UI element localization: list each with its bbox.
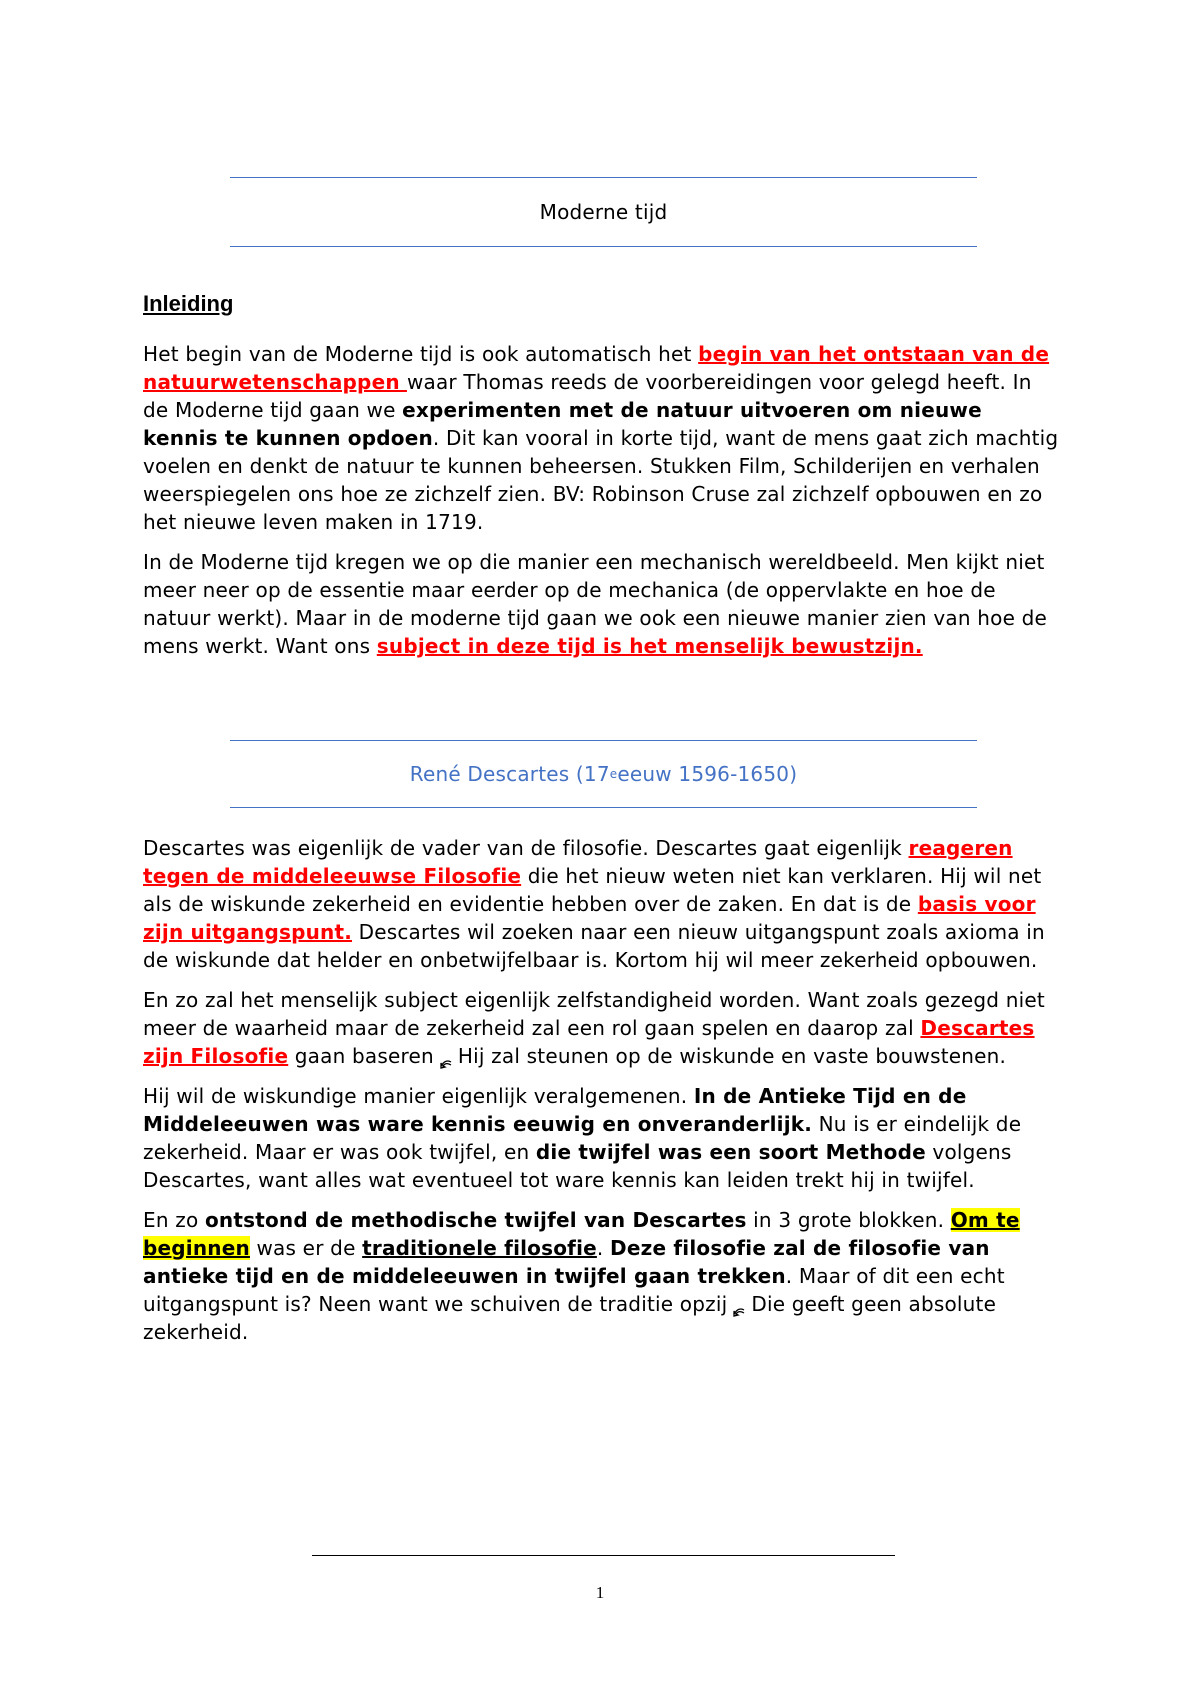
page-title-block xyxy=(230,177,977,247)
text-run: die het nieuw weten niet kan verklaren. Hij wil net als de wiskunde zekerheid en evidentie hebben over de zaken. En dat is de xyxy=(143,864,1042,916)
text-run: . Maar of dit een echt uitgangspunt is? Neen want we schuiven de traditie opzij xyxy=(143,1264,1005,1316)
highlighted-text: Om te beginnen xyxy=(143,1208,1020,1260)
paragraph xyxy=(143,548,1061,660)
red-emphasis-text: subject in deze tijd is het menselijk bewustzijn. xyxy=(376,634,923,658)
text-run: . xyxy=(596,1236,611,1260)
paragraph xyxy=(143,1082,1061,1194)
text-run: In de Moderne tijd kregen we op die manier een mechanisch wereldbeeld. Men kijkt niet meer neer op de essentie maar eerder op de mechanica (de oppervlakte en hoe de natuur werkt). Maar in de moderne tijd gaan we ook een nieuwe manier zien van hoe de mens werkt. Want ons xyxy=(143,550,1048,658)
text-run: En zo zal het menselijk subject eigenlijk zelfstandigheid worden. Want zoals gezegd niet meer de waarheid maar de zekerheid zal een rol gaan spelen en daarop zal xyxy=(143,988,1045,1040)
section-title-rest: eeuw 1596-1650) xyxy=(617,762,798,786)
document-body xyxy=(143,286,1061,1358)
text-run: Descartes was eigenlijk de vader van de filosofie. Descartes gaat eigenlijk xyxy=(143,836,909,860)
text-run: Descartes wil zoeken naar een nieuw uitgangspunt zoals axioma in de wiskunde dat helder en onbetwijfelbaar is. Kortom hij wil meer zekerheid opbouwen. xyxy=(143,920,1045,972)
section-title-main: René Descartes (17 xyxy=(409,762,610,786)
section-heading-descartes: René Descartes (17 e eeuw 1596-1650) xyxy=(230,740,977,808)
section-heading-inleiding: Inleiding xyxy=(143,291,234,316)
text-run: Hij wil de wiskundige manier eigenlijk veralgemenen. xyxy=(143,1084,694,1108)
red-emphasis-text: Descartes zijn Filosofie xyxy=(143,1016,1035,1068)
text-run: in 3 grote blokken. xyxy=(746,1208,951,1232)
arrow-icon xyxy=(732,1299,746,1313)
text-run: . Dit kan vooral in korte tijd, want de mens gaat zich machtig voelen en denkt de natuur te kunnen beheersen. Stukken Film, Schilderijen en verhalen weerspiegelen ons hoe ze zichzelf zien. BV: Robinson Cruse zal zichzelf opbouwen en zo het nieuwe leven maken in 1719. xyxy=(143,426,1059,534)
paragraph xyxy=(143,340,1061,536)
text-run: Hij zal steunen op de wiskunde en vaste bouwstenen. xyxy=(457,1044,1007,1068)
arrow-icon xyxy=(439,1051,453,1065)
bold-text: Deze filosofie zal de filosofie van antieke tijd en de middeleeuwen in twijfel gaan trekken xyxy=(143,1236,990,1288)
bold-text: experimenten met de natuur uitvoeren om nieuwe kennis te kunnen opdoen xyxy=(143,398,982,450)
paragraph xyxy=(143,834,1061,974)
paragraph xyxy=(143,1206,1061,1346)
text-run: Het begin van de Moderne tijd is ook automatisch het xyxy=(143,342,699,366)
red-emphasis-text: reageren tegen de middeleeuwse Filosofie xyxy=(143,836,1013,888)
page-number: 1 xyxy=(595,1583,605,1602)
text-run: Die geeft geen absolute zekerheid. xyxy=(143,1292,997,1344)
bold-text: In de Antieke Tijd en de Middeleeuwen was ware kennis eeuwig en onveranderlijk. xyxy=(143,1084,967,1136)
page-title: Moderne tijd xyxy=(539,200,668,224)
bold-text: die twijfel was een soort Methode xyxy=(535,1140,926,1164)
red-emphasis-text: basis voor zijn uitgangspunt. xyxy=(143,892,1036,944)
text-run: En zo xyxy=(143,1208,205,1232)
underlined-bold-text: traditionele filosofie xyxy=(362,1236,597,1260)
red-emphasis-text: begin van het ontstaan van de natuurwetenschappen xyxy=(143,342,1050,394)
text-run: gaan baseren xyxy=(288,1044,434,1068)
text-run: waar Thomas reeds de voorbereidingen voor gelegd heeft. In de Moderne tijd gaan we xyxy=(143,370,1032,422)
paragraph xyxy=(143,986,1061,1070)
text-run: Nu is er eindelijk de zekerheid. Maar er was ook twijfel, en xyxy=(143,1112,1022,1164)
bold-text: ontstond de methodische twijfel van Descartes xyxy=(204,1208,747,1232)
text-run: volgens Descartes, want alles wat eventueel tot ware kennis kan leiden trekt hij in twijfel. xyxy=(143,1140,1012,1192)
footer-divider xyxy=(312,1555,895,1556)
text-run: was er de xyxy=(249,1236,363,1260)
